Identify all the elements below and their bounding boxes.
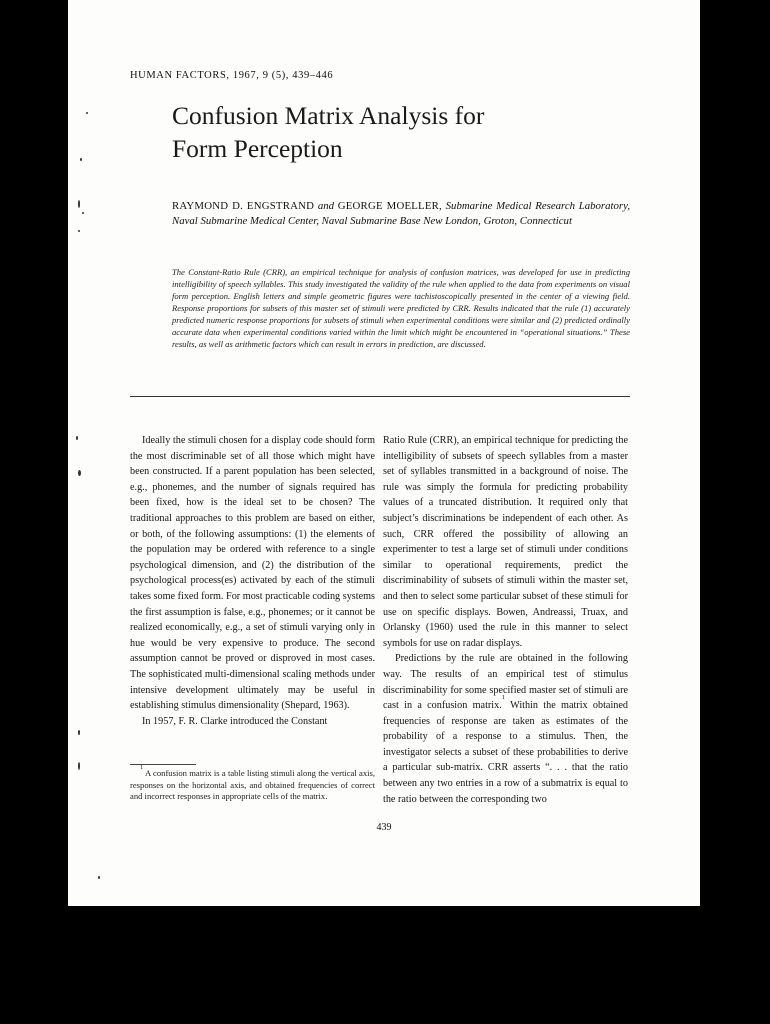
body-paragraph: Ideally the stimuli chosen for a display code should form the most discriminable set of all those which might have been constructed. If a parent population has been selected, e.g., phonemes, and the number of signals required has been fixed, how is the ideal set to be chosen? The traditional approaches to this problem are based on either, or both, of the following assumptions: (1) the elements of the population may be ordered with reference to a single psychological dimension, and (2) the distribution of the psychological process(es) activated by each of the stimuli takes some fixed form. For most practicable coding systems the first assumption is false, e.g., phonemes; or it cannot be realized economically, e.g., a set of stimuli varying only in hue would be very expensive to produce. The second assumption cannot be proved or disproved in most cases. The sophisticated multi-dimensional scaling methods under intensive development ultimately may be useful in establishing stimulus dimensionality (Shepard, 1963). [130,435,375,712]
author-conjunction: and [317,200,335,212]
scan-speck [82,212,84,214]
scan-speck [78,470,81,476]
body-paragraph: Ratio Rule (CRR), an empirical technique for predicting the intelligibility of subsets of speech syllables from a master set of syllables transmitted in a background of noise. The rule was simply the formula for predicting probability values of a truncated distribution. It required only that subject’s discriminations be independent of each other. As such, CRR offered the possibility of allowing an experimenter to test a large set of stimuli under conditions similar to operational requirements, predict the discriminability of subsets of stimuli within the master set, and then to select some particular subset of these stimuli for use on specific displays. Bowen, Andreassi, Truax, and Orlansky (1960) used the rule in this manner to select symbols for use on radar displays. [383,435,628,649]
scan-speck [78,200,80,208]
paragraph-text: Predictions by the rule are obtained in the following way. The results of an empirical test of stimulus discriminability for some specified master set of stimuli are cast in a confusion matrix. [383,653,628,712]
journal-header: HUMAN FACTORS, 1967, 9 (5), 439–446 [130,70,334,81]
scan-speck [78,230,80,232]
scan-speck [78,762,80,770]
body-paragraph [383,651,628,807]
paragraph-text: Within the matrix obtained frequencies of response are taken as estimates of the probability of a response to a stimulus. Then, the investigator selects a subset of these probabilities to derive a particular sub-matrix. CRR asserts “. . . that the ratio between any two entries in a row of a submatrix is equal to the ratio between the corresponding two [383,700,628,805]
article-title [172,99,602,165]
affiliation: Submarine Medical Research Laboratory, Naval Submarine Medical Center, Naval Submarine Base New London, Groton, Connecticut [172,200,631,227]
title-line-1: Confusion Matrix Analysis for [172,101,485,130]
author-1: RAYMOND D. ENGSTRAND [172,200,315,212]
scan-speck [80,158,82,161]
body-paragraph: In 1957, F. R. Clarke introduced the Constant [142,715,328,727]
footnote [130,764,375,803]
scan-speck [98,876,100,879]
author-2: GEORGE MOELLER, [337,200,442,212]
body-column-left [130,433,375,729]
scan-speck [76,436,78,440]
footnote-marker: 1 [140,764,144,771]
scan-speck [78,730,80,735]
title-line-2: Form Perception [172,134,343,163]
journal-page [68,0,700,906]
footnote-text: A confusion matrix is a table listing stimuli along the vertical axis, responses on the horizontal axis, and obtained frequencies of correct and incorrect responses in appropriate cells of the matrix. [130,768,375,801]
body-column-right [383,433,628,807]
page-number: 439 [376,822,392,833]
abstract: The Constant-Ratio Rule (CRR), an empirical technique for analysis of confusion matrices, was developed for use in predicting intelligibility of speech syllables. This study investigated the validity of the rule when applied to the data from experiments on visual form perception. English letters and simple geometric figures were tachistoscopically presented in the center of a viewing field. Response proportions for subsets of this master set of stimuli were predicted by CRR. Results indicated that the rule (1) accurately predicted numeric response proportions for subsets of stimuli when experimental conditions were similar and (2) predicted ordinally accurate data when experimental conditions varied within the limit which might be encountered in “operational situations.” These results, as well as arithmetic factors which can result in errors in prediction, are discussed. [172,267,630,349]
author-block [172,199,630,229]
footnote-reference[interactable]: 1 [501,694,506,702]
section-divider [130,396,630,397]
scan-speck [86,112,88,114]
